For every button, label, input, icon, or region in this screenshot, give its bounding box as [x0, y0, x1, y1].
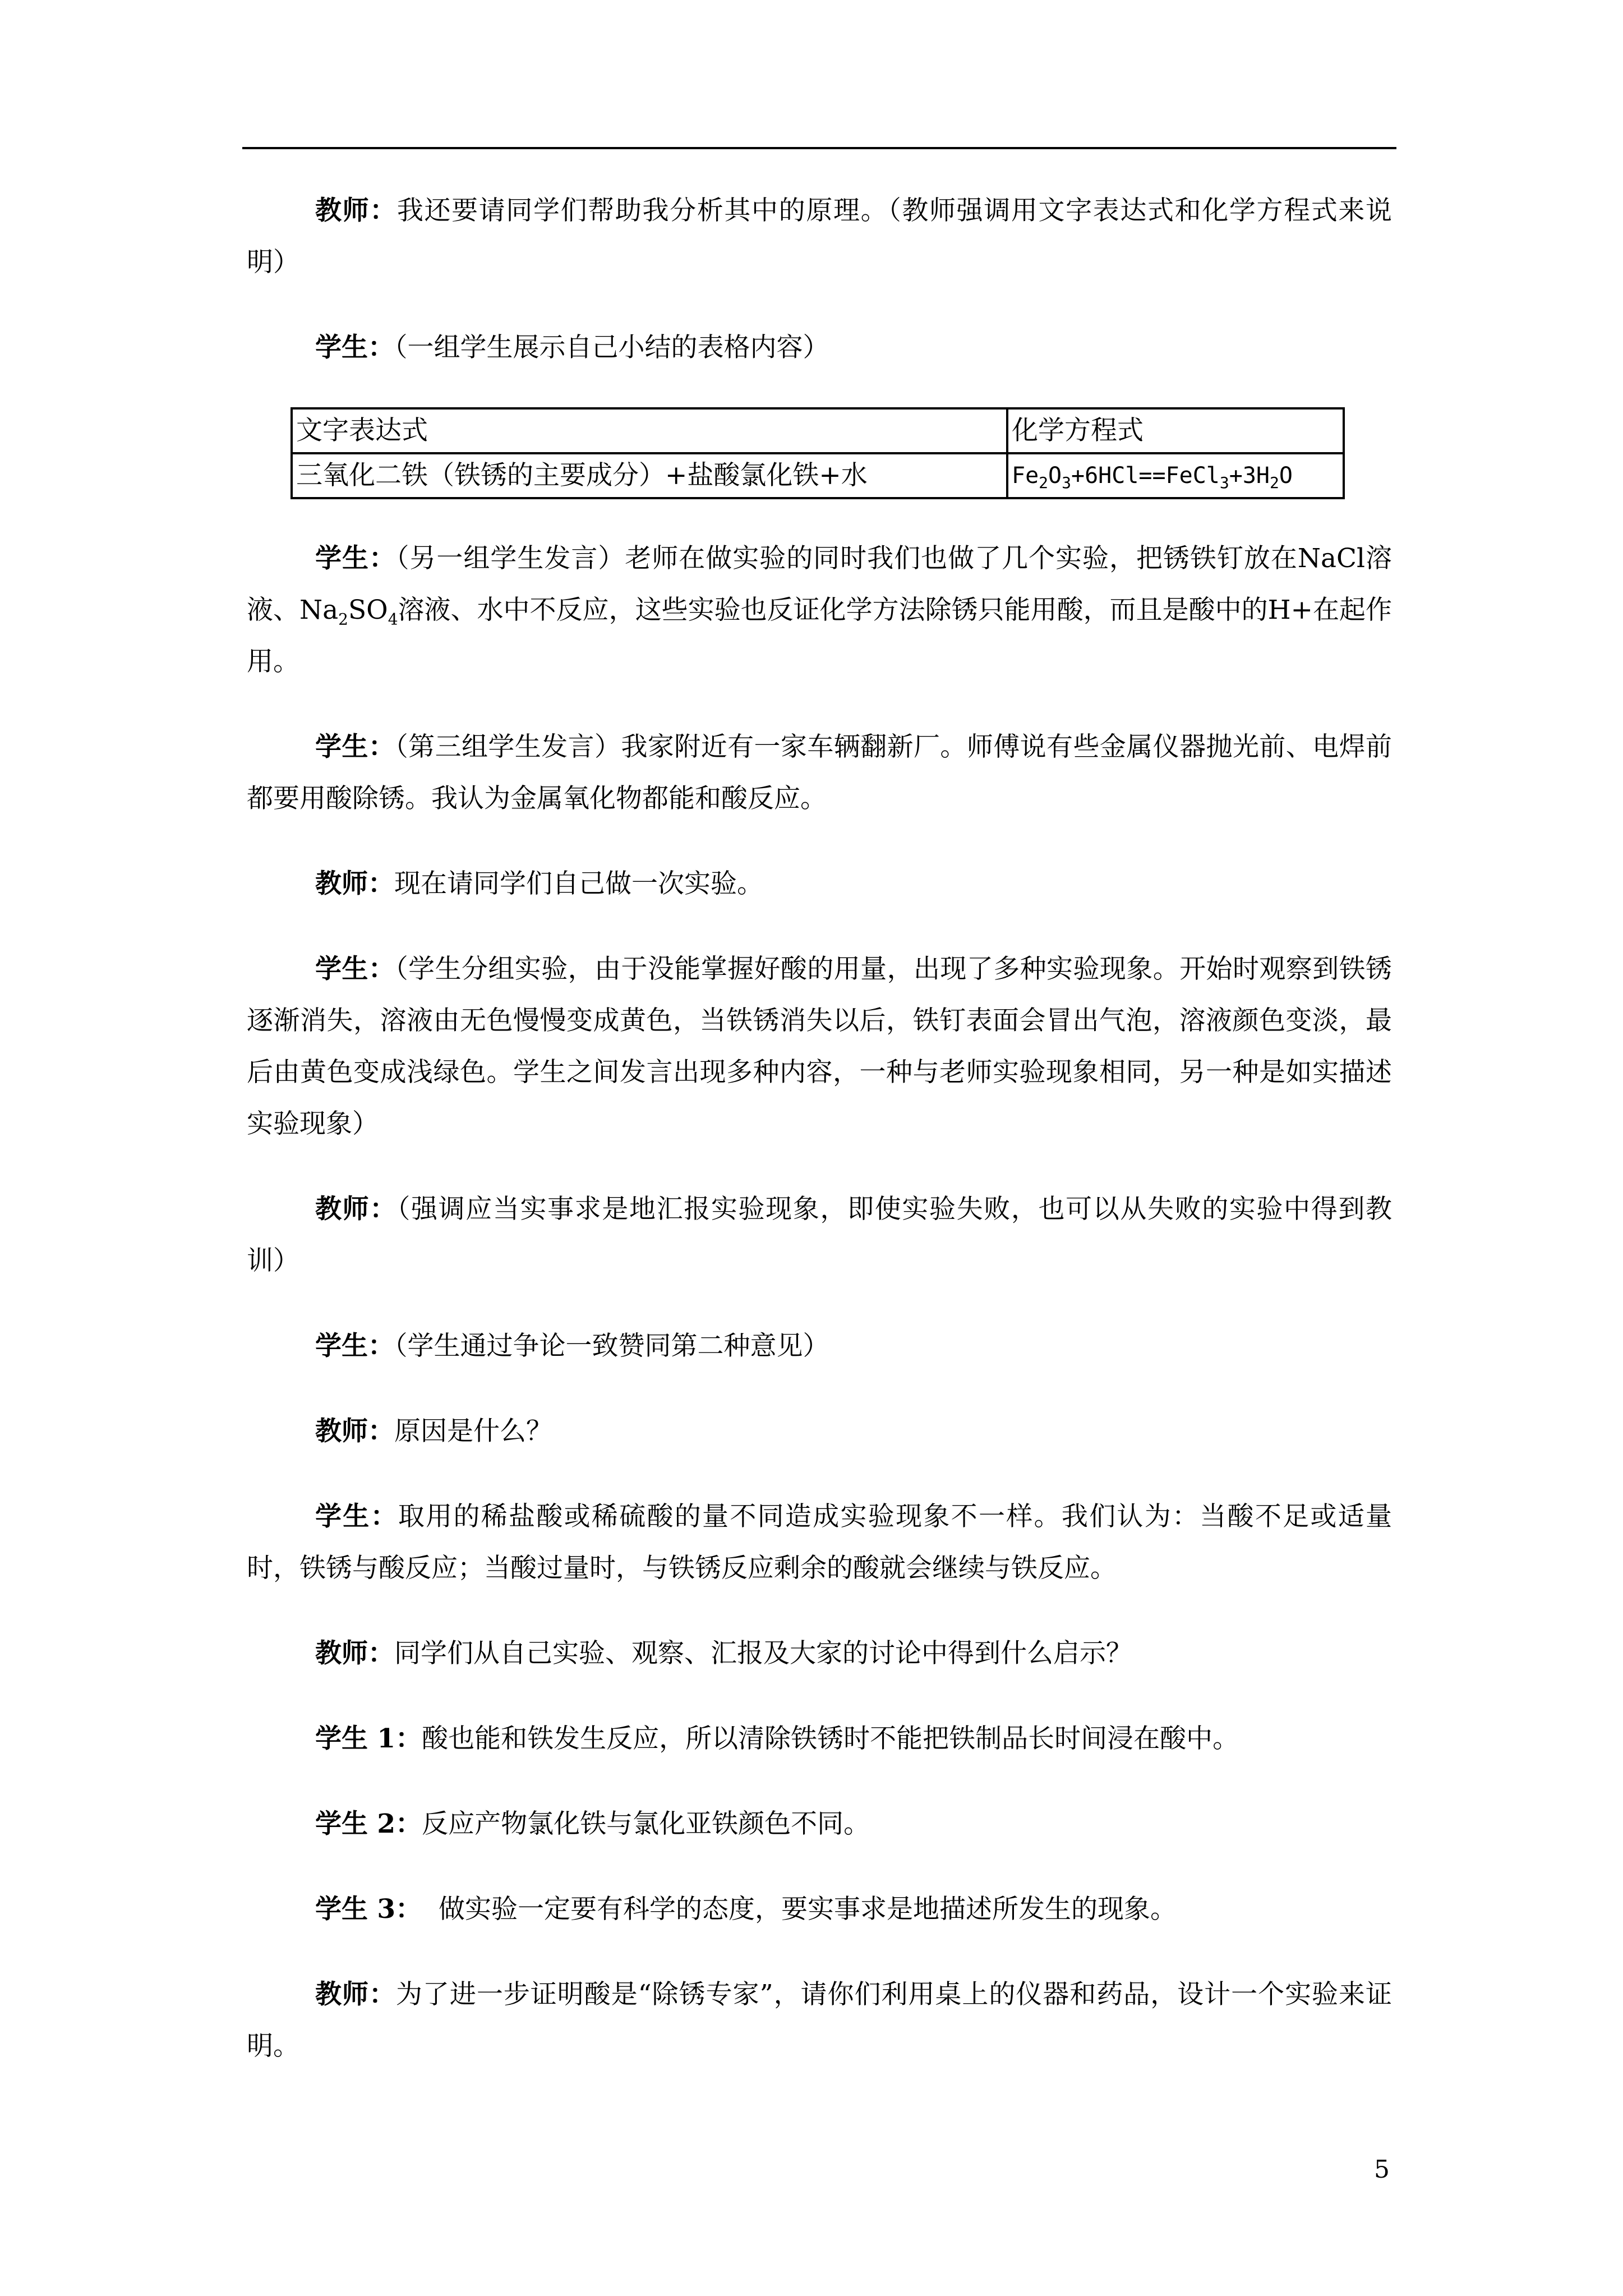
- paragraph-text: 原因是什么？: [394, 1416, 552, 1447]
- speaker-label: 学生：: [315, 543, 396, 574]
- paragraph-text: 酸也能和铁发生反应，所以清除铁锈时不能把铁制品长时间浸在酸中。: [422, 1723, 1239, 1754]
- speaker-label: 学生：: [315, 731, 395, 762]
- eq-subscript: 2: [1270, 473, 1279, 492]
- eq-part: +6HCl==FeCl: [1071, 463, 1220, 489]
- speaker-label: 学生 3：: [315, 1894, 422, 1925]
- paragraph-text: （第三组学生发言）我家附近有一家车辆翻新厂。师傅说有些金属仪器抛光前、电焊前都要用酸除锈。我认为金属氧化物都能和酸反应。: [247, 731, 1393, 814]
- paragraph: [247, 721, 1392, 825]
- paragraph-text: 反应产物氯化铁与氯化亚铁颜色不同。: [422, 1809, 870, 1839]
- speaker-label: 学生 2：: [315, 1809, 422, 1839]
- paragraph: [247, 1969, 1392, 2072]
- paragraph: [247, 1406, 1392, 1457]
- eq-part: +3H: [1229, 463, 1270, 489]
- chemical-equation-cell: [1007, 453, 1344, 498]
- paragraph-text: （另一组学生发言）老师在做实验的同时我们也做了几个实验，把锈铁钉放在NaCl溶液、Na: [247, 543, 1393, 625]
- table-header-cell: 化学方程式: [1007, 408, 1344, 453]
- paragraph: [247, 1798, 1392, 1850]
- eq-part: O: [1048, 463, 1062, 489]
- page-number: 5: [1374, 2155, 1390, 2184]
- paragraph: [247, 322, 1392, 374]
- speaker-label: 教师：: [315, 1416, 394, 1447]
- word-expression-cell: 三氧化二铁（铁锈的主要成分）+盐酸氯化铁+水: [292, 453, 1007, 498]
- paragraph: [247, 1628, 1392, 1680]
- speaker-label: 教师：: [315, 195, 397, 226]
- paragraph-text: 现在请同学们自己做一次实验。: [394, 868, 763, 899]
- paragraph: [247, 1884, 1392, 1935]
- header-rule: [242, 147, 1396, 149]
- summary-table-wrapper: [247, 407, 1392, 499]
- paragraph-text: 同学们从自己实验、观察、汇报及大家的讨论中得到什么启示？: [394, 1638, 1132, 1669]
- speaker-label: 教师：: [315, 1979, 396, 2010]
- paragraph-text: 我还要请同学们帮助我分析其中的原理。（教师强调用文字表达式和化学方程式来说明）: [247, 195, 1393, 278]
- speaker-label: 学生：: [315, 1501, 398, 1532]
- paragraph: [247, 533, 1392, 688]
- summary-table: [291, 407, 1345, 499]
- paragraph: [247, 1713, 1392, 1765]
- eq-subscript: 3: [1219, 473, 1229, 492]
- eq-subscript: 2: [1039, 473, 1049, 492]
- paragraph: [247, 1320, 1392, 1372]
- paragraph-text: （一组学生展示自己小结的表格内容）: [394, 332, 829, 363]
- paragraph-text: （强调应当实事求是地汇报实验现象，即使实验失败，也可以从失败的实验中得到教训）: [247, 1194, 1393, 1276]
- paragraph: [247, 1184, 1392, 1287]
- table-row: [292, 453, 1344, 498]
- eq-subscript: 3: [1062, 473, 1071, 492]
- paragraph-text: 做实验一定要有科学的态度，要实事求是地描述所发生的现象。: [422, 1894, 1177, 1925]
- table-header-cell: 文字表达式: [292, 408, 1007, 453]
- paragraph: [247, 858, 1392, 910]
- paragraph: [247, 185, 1392, 288]
- subscript: 2: [338, 610, 348, 629]
- paragraph-text: （学生通过争论一致赞同第二种意见）: [394, 1331, 829, 1361]
- paragraph-text: （学生分组实验，由于没能掌握好酸的用量，出现了多种实验现象。开始时观察到铁锈逐渐消失，溶液由无色慢慢变成黄色，当铁锈消失以后，铁钉表面会冒出气泡，溶液颜色变淡，最后由黄色变成浅绿色。学生之间发言出现多种内容，一种与老师实验现象相同，另一种是如实描述实验现象）: [247, 954, 1393, 1139]
- paragraph: [247, 944, 1392, 1150]
- eq-part: O: [1279, 463, 1293, 489]
- speaker-label: 教师：: [315, 1638, 394, 1669]
- paragraph-text: SO: [348, 595, 388, 625]
- table-header-row: [292, 408, 1344, 453]
- eq-part: Fe: [1012, 463, 1039, 489]
- speaker-label: 教师：: [315, 1194, 397, 1225]
- speaker-label: 教师：: [315, 868, 394, 899]
- speaker-label: 学生：: [315, 1331, 394, 1361]
- speaker-label: 学生：: [315, 954, 395, 984]
- paragraph-text: 为了进一步证明酸是“除锈专家”，请你们利用桌上的仪器和药品，设计一个实验来证明。: [247, 1979, 1392, 2062]
- paragraph-text: 溶液、水中不反应，这些实验也反证化学方法除锈只能用酸，而且是酸中的H+在起作用。: [247, 595, 1392, 677]
- paragraph-text: 取用的稀盐酸或稀硫酸的量不同造成实验现象不一样。我们认为：当酸不足或适量时，铁锈与酸反应；当酸过量时，与铁锈反应剩余的酸就会继续与铁反应。: [247, 1501, 1393, 1584]
- speaker-label: 学生：: [315, 332, 394, 363]
- document-body: [247, 185, 1392, 2106]
- paragraph: [247, 1491, 1392, 1594]
- subscript: 4: [388, 610, 398, 629]
- speaker-label: 学生 1：: [315, 1723, 422, 1754]
